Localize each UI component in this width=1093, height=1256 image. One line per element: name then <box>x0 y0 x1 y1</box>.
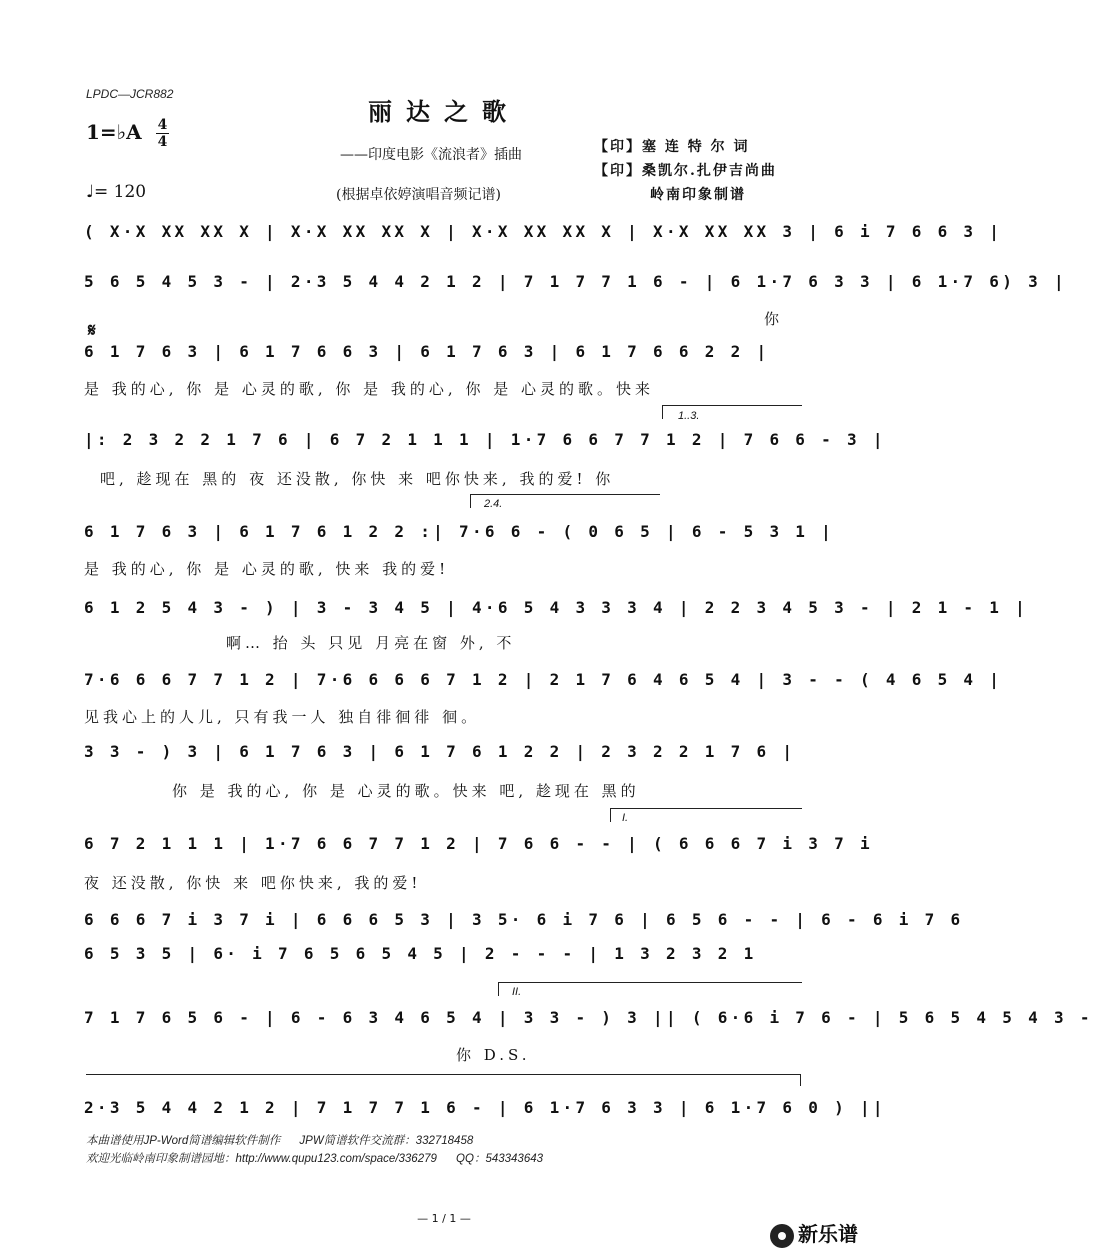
score-code: LPDC—JCR882 <box>86 87 174 101</box>
subtitle: ——印度电影《流浪者》插曲 <box>340 147 522 163</box>
score-line-13: 2·3 5 4 4 2 1 2 | 7 1 7 7 1 6 - | 6 1·7 6 3 3 | 6 1·7 6 0 ) || <box>84 1098 886 1117</box>
volta-i: I. <box>622 812 629 824</box>
volta-1-3: 1..3. <box>678 410 700 422</box>
page-number: — 1 / 1 — <box>417 1212 471 1225</box>
score-line-12: 7 1 7 6 5 6 - | 6 - 6 3 4 6 5 4 | 3 3 - ) 3 || ( 6·6 i 7 6 - | 5 6 5 4 5 4 3 - <box>84 1008 1093 1027</box>
time-denominator: 4 <box>157 134 168 150</box>
score-line-10: 6 6 6 7 i 3 7 i | 6 6 6 5 3 | 3 5· 6 i 7 6 | 6 5 6 - - | 6 - 6 i 7 6 <box>84 910 964 929</box>
volta-ii: II. <box>512 986 522 998</box>
score-line-2: 5 6 5 4 5 3 - | 2·3 5 4 4 2 1 2 | 7 1 7 7 1 6 - | 6 1·7 6 3 3 | 6 1·7 6) 3 | <box>84 272 1067 291</box>
time-numerator: 4 <box>157 117 168 133</box>
score-line-8: 3 3 - ) 3 | 6 1 7 6 3 | 6 1 7 6 1 2 2 | 2 3 2 2 1 7 6 | <box>84 742 796 761</box>
time-signature <box>156 118 169 149</box>
lyric-line-2: 是 我的心, 你 是 心灵的歌, 你 是 我的心, 你 是 心灵的歌。快来 <box>84 380 654 398</box>
lyric-line-3: 吧, 趁现在 黑的 夜 还没散, 你快 来 吧你快来, 我的爱! 你 <box>100 470 615 488</box>
key-signature: 1=♭A <box>86 120 142 144</box>
score-line-11: 6 5 3 5 | 6· i 7 6 5 6 5 4 5 | 2 - - - | 1 3 2 3 2 1 <box>84 944 757 963</box>
score-line-3: 6 1 7 6 3 | 6 1 7 6 6 3 | 6 1 7 6 3 | 6 1 7 6 6 2 2 | <box>84 342 770 361</box>
score-line-6: 6 1 2 5 4 3 - ) | 3 - 3 4 5 | 4·6 5 4 3 3 3 4 | 2 2 3 4 5 3 - | 2 1 - 1 | <box>84 598 1029 617</box>
logo-text: 新乐谱 <box>798 1222 858 1246</box>
site-logo[interactable] <box>770 1218 858 1248</box>
song-title: 丽达之歌 <box>368 97 520 126</box>
transcription-note: (根据卓依婷演唱音频记谱) <box>336 187 501 203</box>
footer-software: 本曲谱使用JP-Word简谱编辑软件制作 JPW简谱软件交流群：332718458 <box>86 1135 474 1147</box>
lyricist: 【印】塞 连 特 尔 词 <box>594 139 750 155</box>
score-line-7: 7·6 6 6 7 7 1 2 | 7·6 6 6 6 7 1 2 | 2 1 7 6 4 6 5 4 | 3 - - ( 4 6 5 4 | <box>84 670 1003 689</box>
score-line-9: 6 7 2 1 1 1 | 1·7 6 6 7 7 1 2 | 7 6 6 - - | ( 6 6 6 7 i 3 7 i <box>84 834 873 853</box>
lyric-line-8: 夜 还没散, 你快 来 吧你快来, 我的爱! <box>84 874 422 892</box>
score-line-5: 6 1 7 6 3 | 6 1 7 6 1 2 2 :| 7·6 6 - ( 0 6 5 | 6 - 5 3 1 | <box>84 522 835 541</box>
score-line-4: |: 2 3 2 2 1 7 6 | 6 7 2 1 1 1 | 1·7 6 6 7 7 1 2 | 7 6 6 - 3 | <box>84 430 886 449</box>
arranger: 岭南印象制谱 <box>650 187 746 203</box>
score-line-1: ( X·X XX XX X | X·X XX XX X | X·X XX XX X | X·X XX XX 3 | 6 i 7 6 6 3 | <box>84 222 1003 241</box>
footer-website: 欢迎光临岭南印象制谱园地：http://www.qupu123.com/space/336279 QQ：543343643 <box>86 1153 544 1165</box>
record-icon <box>770 1224 794 1248</box>
segno-icon: 𝄋 <box>88 320 96 341</box>
tempo-mark: ♩= 120 <box>86 182 147 202</box>
composer: 【印】桑凯尔.扎伊吉尚曲 <box>594 163 777 179</box>
lyric-line-4: 是 我的心, 你 是 心灵的歌, 快来 我的爱! <box>84 560 450 578</box>
volta-2-4: 2.4. <box>484 498 503 510</box>
lyric-line-7: 你 是 我的心, 你 是 心灵的歌。快来 吧, 趁现在 黑的 <box>172 782 640 800</box>
lyric-line-1: 你 <box>764 310 784 328</box>
lyric-line-5: 啊… 抬 头 只见 月亮在窗 外, 不 <box>226 634 516 652</box>
lyric-line-9: 你 D.S. <box>456 1046 531 1064</box>
lyric-line-6: 见我心上的人儿, 只有我一人 独自徘徊徘 徊。 <box>84 708 481 726</box>
